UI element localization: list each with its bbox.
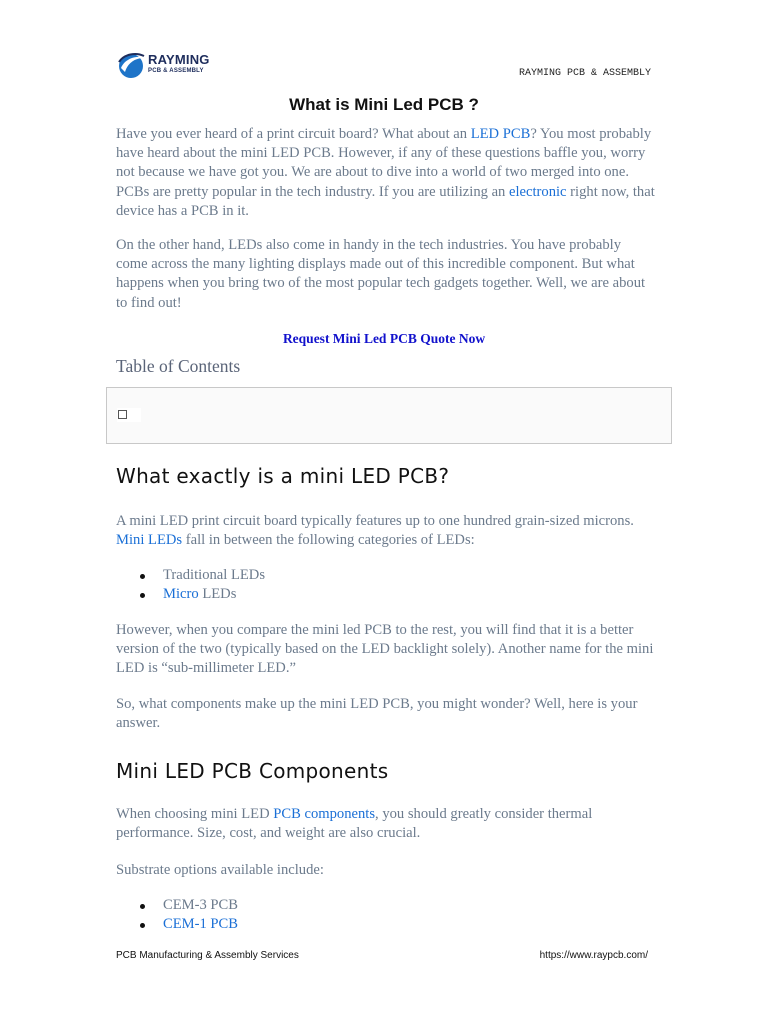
bullet-icon xyxy=(140,593,145,598)
logo-brand-text: RAYMING xyxy=(148,52,210,67)
led-categories-list xyxy=(116,566,656,604)
section2-paragraph-2: Substrate options available include: xyxy=(116,862,324,878)
header-company-name: RAYMING PCB & ASSEMBLY xyxy=(518,68,651,79)
section1-paragraph-3: So, what components make up the mini LED PCB, you might wonder? Well, here is your answer. xyxy=(116,696,638,732)
section2-paragraph-1: When choosing mini LED PCB components, you should greatly consider thermal performance. Size, cost, and weight are also crucial. xyxy=(116,806,593,842)
logo-sub-text: PCB & ASSEMBLY xyxy=(148,68,204,74)
bullet-icon xyxy=(140,904,145,909)
section1-paragraph-2: However, when you compare the mini led PCB to the rest, you will find that it is a better version of the two (typically based on the LED backlight solely). Another name for the mini LED is “sub-millimeter LED.” xyxy=(116,622,654,677)
list-item: Traditional LEDs xyxy=(116,566,656,585)
page-title: What is Mini Led PCB ? xyxy=(289,95,479,114)
list-item: CEM-3 PCB xyxy=(116,896,656,915)
rayming-logo xyxy=(116,50,226,82)
pcb-components-link[interactable]: PCB components xyxy=(273,806,376,822)
toc-title: Table of Contents xyxy=(116,356,241,376)
bullet-icon xyxy=(140,574,145,579)
section-heading-components: Mini LED PCB Components xyxy=(116,759,389,783)
bullet-icon xyxy=(140,923,145,928)
checkbox-icon xyxy=(118,410,127,419)
intro-paragraph-2: On the other hand, LEDs also come in handy in the tech industries. You have probably come across the many lighting displays made out of this incredible component. But what happens when you bring two of the most popular tech gadgets together. Well, we are about to find out! xyxy=(116,237,646,311)
request-quote-link[interactable]: Request Mini Led PCB Quote Now xyxy=(282,331,486,346)
led-pcb-link[interactable]: LED PCB xyxy=(470,126,531,142)
electronic-link[interactable]: electronic xyxy=(509,183,567,200)
toc-box xyxy=(106,387,672,444)
section-heading-mini-led-pcb: What exactly is a mini LED PCB? xyxy=(116,464,450,488)
list-item xyxy=(116,915,656,934)
rayming-logo-icon xyxy=(116,50,146,80)
toc-toggle[interactable] xyxy=(117,408,141,422)
intro-paragraph-1: Have you ever heard of a print circuit board? What about an LED PCB? You most probably have heard about the mini LED PCB. However, if any of these questions baffle you, worry not because we have got you. We are about to dive into a world of two merged into one. PCBs are pretty popular in the tech industry. If you are utilizing an electronic right now, that device has a PCB in it. xyxy=(116,126,655,219)
micro-link[interactable]: Micro xyxy=(163,586,199,603)
substrate-options-list xyxy=(116,896,656,934)
section1-paragraph-1: A mini LED print circuit board typically features up to one hundred grain-sized microns. Mini LEDs fall in between the following categories of LEDs: xyxy=(116,513,634,549)
mini-leds-link[interactable]: Mini LEDs xyxy=(116,532,183,549)
cem-1-pcb-link[interactable]: CEM-1 PCB xyxy=(163,916,239,933)
footer-url-link[interactable]: https://www.raypcb.com/ xyxy=(539,950,648,961)
footer-services-text: PCB Manufacturing & Assembly Services xyxy=(116,950,299,961)
list-item: Micro LEDs xyxy=(116,585,656,604)
